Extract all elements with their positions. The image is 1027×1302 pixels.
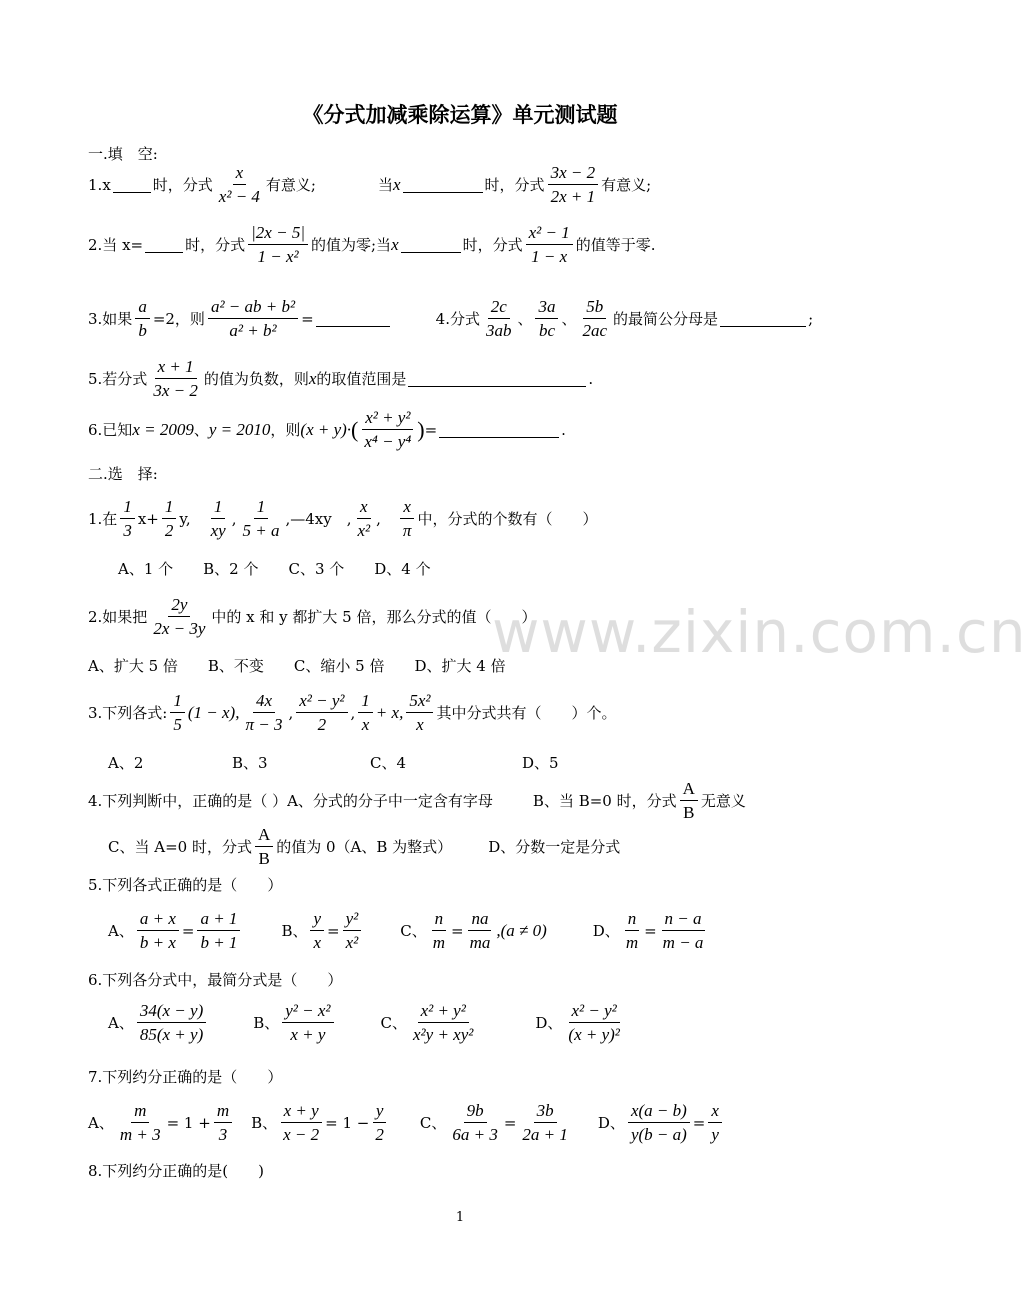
choice-8 — [88, 1160, 264, 1181]
numerator: |2x − 5| — [248, 222, 308, 245]
denominator: 3ab — [485, 321, 512, 341]
section-fill-blank — [88, 143, 158, 164]
text[interactable]: C、 — [400, 922, 427, 941]
text: + x, — [375, 702, 404, 722]
text: 中，分式的个数有（ ） — [417, 510, 598, 529]
answer-blank[interactable] — [408, 370, 586, 387]
fraction — [216, 162, 263, 208]
denominator: 5 — [173, 715, 182, 735]
denominator: 2x + 1 — [550, 187, 596, 207]
numerator: x — [708, 1100, 722, 1123]
text: 2.当 x= — [88, 236, 144, 255]
watermark: www.zixin.com.cn — [492, 598, 1027, 666]
numerator: m — [131, 1100, 149, 1123]
text: 、 — [193, 421, 209, 440]
fraction — [628, 1100, 690, 1146]
fraction — [208, 296, 298, 342]
denominator: 1 − x — [531, 247, 568, 267]
text: = — [692, 1113, 706, 1132]
numerator: x² + y² — [362, 407, 413, 430]
numerator: a + x — [137, 908, 179, 931]
answer-blank[interactable] — [439, 421, 559, 438]
text[interactable]: A、2 — [108, 754, 144, 772]
text: 无意义 — [700, 792, 746, 811]
text[interactable]: C、4 — [370, 754, 407, 772]
page-title: 《分式加减乘除运算》单元测试题 — [302, 103, 618, 127]
fraction — [135, 296, 150, 342]
fraction — [280, 1100, 322, 1146]
numerator: n — [432, 908, 447, 931]
numerator: 1 — [170, 690, 185, 713]
choice-5 — [88, 874, 282, 895]
denominator: 5 + a — [242, 521, 280, 541]
text: = — [181, 921, 195, 940]
text: = — [644, 921, 657, 940]
denominator: 2x − 3y — [153, 619, 206, 639]
numerator: x + y — [281, 1100, 322, 1123]
text: = 1 − — [325, 1113, 370, 1132]
denominator: b — [138, 321, 147, 341]
text: 中的 x 和 y 都扩大 5 倍，那么分式的值（ ） — [211, 608, 537, 627]
numerator: m — [214, 1100, 232, 1123]
fraction — [519, 1100, 570, 1146]
question-2 — [88, 222, 656, 268]
numerator: x(a − b) — [628, 1100, 690, 1123]
fraction — [623, 908, 641, 954]
answer-blank[interactable] — [113, 176, 151, 193]
numerator: a — [135, 296, 150, 319]
text: 的值为零;当 — [311, 236, 392, 255]
numerator: x — [233, 162, 247, 185]
question-3 — [88, 296, 813, 342]
denominator: x — [361, 715, 370, 735]
choice-1 — [88, 496, 597, 542]
choice-7 — [88, 1066, 282, 1087]
fraction — [354, 496, 373, 542]
numerator: x — [400, 496, 414, 519]
text[interactable]: 4.下列判断中，正确的是（ ）A、分式的分子中一定含有字母 — [88, 792, 493, 811]
numerator: a² − ab + b² — [208, 296, 298, 319]
fraction — [150, 594, 208, 640]
fraction — [526, 222, 573, 268]
fraction — [483, 296, 515, 342]
choice-7-options — [88, 1100, 725, 1146]
text: x — [102, 175, 111, 194]
denominator: m + 3 — [119, 1125, 161, 1145]
choice-6-options — [108, 1000, 626, 1046]
choice-1-options — [118, 558, 431, 579]
text[interactable]: A、 — [108, 1014, 134, 1033]
text: 的值为负数，则 — [203, 370, 309, 389]
choice-6 — [88, 969, 342, 990]
numerator: x — [357, 496, 371, 519]
numerator: 5x² — [406, 690, 433, 713]
text: x — [308, 368, 317, 388]
text[interactable]: D、 — [592, 922, 620, 941]
denominator: xy — [210, 521, 226, 541]
numerator: x + 1 — [155, 356, 197, 379]
text: 2.如果把 — [88, 608, 148, 627]
denominator: 1 − x² — [257, 247, 299, 267]
fraction — [708, 1100, 722, 1146]
text[interactable]: A、扩大 5 倍 B、不变 C、缩小 5 倍 D、扩大 4 倍 — [88, 657, 506, 675]
denominator: a² + b² — [229, 321, 277, 341]
text: ，则 — [270, 421, 301, 440]
denominator: x — [416, 715, 424, 735]
denominator: 2 — [317, 715, 327, 735]
text: = — [327, 921, 340, 940]
fraction — [239, 496, 282, 542]
text: ; — [808, 309, 814, 328]
denominator: ma — [469, 933, 491, 953]
text[interactable]: C、 — [419, 1114, 447, 1133]
numerator: a + 1 — [197, 908, 240, 931]
text: 时，分式 — [484, 176, 545, 195]
denominator: m — [432, 933, 446, 953]
denominator: 3 — [123, 521, 132, 541]
numerator: x² − y² — [569, 1000, 620, 1023]
fraction — [565, 1000, 622, 1046]
fraction — [310, 908, 324, 954]
text: = — [503, 1113, 517, 1132]
numerator: n — [625, 908, 640, 931]
text: , — [288, 703, 294, 722]
denominator: x − 2 — [283, 1125, 320, 1145]
text: 其中分式共有（ ）个。 — [436, 704, 617, 723]
numerator: A — [680, 778, 698, 801]
text[interactable]: B、3 — [232, 754, 268, 772]
answer-blank[interactable] — [316, 310, 390, 327]
fraction — [255, 824, 273, 870]
numerator: 1 — [254, 496, 269, 519]
denominator: x² − 4 — [218, 187, 260, 207]
text: . — [561, 420, 566, 439]
text[interactable]: D、 — [535, 1014, 563, 1033]
numerator: 1 — [358, 690, 373, 713]
fraction — [406, 690, 433, 736]
denominator: y(b − a) — [630, 1125, 687, 1145]
numerator: 1 — [162, 496, 177, 519]
numerator: y — [373, 1100, 387, 1123]
text: x = 2009 — [132, 419, 194, 439]
text: 6.已知 — [88, 421, 133, 440]
text: 、 — [517, 310, 533, 329]
numerator: A — [255, 824, 273, 847]
fraction — [449, 1100, 500, 1146]
text: y = 2010 — [208, 419, 271, 439]
choice-2 — [88, 594, 536, 640]
denominator: 3x − 2 — [153, 381, 198, 401]
section-choice — [88, 463, 158, 484]
text: = — [301, 309, 314, 328]
text: 1. — [88, 175, 103, 194]
denominator: 2 — [375, 1125, 384, 1145]
numerator: 1 — [211, 496, 226, 519]
fraction — [170, 690, 185, 736]
fraction — [214, 1100, 232, 1146]
numerator: 5b — [583, 296, 606, 319]
fraction — [580, 296, 611, 342]
text: (1 − x), — [187, 702, 240, 722]
fraction — [242, 690, 285, 736]
text: =2，则 — [152, 310, 205, 329]
fraction — [535, 296, 558, 342]
choice-2-options — [88, 655, 506, 676]
text: 5.若分式 — [88, 370, 148, 389]
fraction — [680, 778, 698, 824]
text: 5.下列各式正确的是（ ） — [88, 876, 283, 894]
text: = — [451, 921, 464, 940]
denominator: m — [625, 933, 639, 953]
text[interactable]: A、 — [88, 1114, 114, 1133]
question-6: 6.已知 x = 2009 、 y = 2010 ，则 (x + y)· ( $\frac{\text{x² + y²}}{\text{x⁴ − y⁴}}$ ) = . — [88, 408, 566, 452]
fraction — [548, 162, 599, 208]
text: 4.分式 — [435, 310, 480, 329]
denominator: π — [402, 521, 412, 541]
text: . — [588, 369, 594, 388]
denominator: 2 — [164, 521, 174, 541]
numerator: 4x — [253, 690, 275, 713]
fraction — [343, 908, 362, 954]
denominator: (x + y)² — [568, 1025, 620, 1045]
choice-4 — [88, 778, 746, 824]
question-1 — [88, 162, 651, 208]
text[interactable]: C、 — [380, 1014, 408, 1033]
text: 3.如果 — [88, 310, 133, 329]
text: = — [424, 420, 438, 439]
fraction — [660, 908, 707, 954]
text: 的取值范围是 — [316, 370, 407, 389]
text[interactable]: C、当 A=0 时，分式 — [108, 838, 252, 857]
text[interactable]: B、 — [251, 1114, 278, 1133]
denominator: m − a — [662, 933, 704, 953]
text: 的最简公分母是 — [613, 310, 719, 329]
text: 8.下列约分正确的是( ) — [88, 1162, 265, 1180]
fraction — [400, 496, 415, 542]
numerator: 34(x − y) — [137, 1000, 206, 1023]
text: 6.下列各分式中，最简分式是（ ） — [88, 971, 343, 989]
numerator: 2y — [168, 594, 190, 617]
fraction — [197, 908, 240, 954]
text: , — [350, 703, 356, 722]
denominator: 85(x + y) — [139, 1025, 204, 1045]
numerator: na — [468, 908, 491, 931]
numerator: 2c — [488, 296, 510, 319]
numerator: y² − x² — [282, 1000, 333, 1023]
text: = 1 + — [166, 1113, 211, 1132]
numerator: x² + y² — [418, 1000, 469, 1023]
text: ,(a ≠ 0) — [496, 920, 547, 940]
numerator: 3x − 2 — [548, 162, 599, 185]
numerator: 1 — [120, 496, 135, 519]
text: 有意义; — [265, 176, 316, 195]
text: 当 — [377, 176, 393, 195]
text: 的值为 0（A、B 为整式） — [276, 838, 453, 857]
denominator: π − 3 — [245, 715, 283, 735]
text[interactable]: A、 — [108, 922, 134, 941]
denominator: 3 — [218, 1125, 228, 1145]
denominator: B — [683, 803, 695, 823]
text: 时，分式 — [152, 176, 213, 195]
denominator: x²y + xy² — [413, 1025, 474, 1045]
text: 有意义; — [601, 176, 652, 195]
numerator: 3b — [534, 1100, 557, 1123]
fraction — [361, 407, 414, 453]
fraction — [137, 1000, 206, 1046]
numerator: 9b — [464, 1100, 487, 1123]
text: x — [391, 234, 399, 254]
choice-4-cont — [108, 824, 620, 870]
fraction — [296, 690, 347, 736]
fraction — [358, 690, 373, 736]
text[interactable]: B、当 B=0 时，分式 — [532, 792, 677, 811]
text: , — [231, 509, 237, 528]
text: 7.下列约分正确的是（ ） — [88, 1068, 283, 1086]
denominator: x — [313, 933, 322, 953]
fraction — [248, 222, 308, 268]
denominator: b + x — [139, 933, 176, 953]
text: (x + y)· — [300, 419, 352, 439]
text[interactable]: B、 — [253, 1014, 280, 1033]
fraction — [120, 496, 135, 542]
numerator: n − a — [662, 908, 705, 931]
fraction — [410, 1000, 476, 1046]
fraction — [467, 908, 494, 954]
text: 时，分式 — [462, 236, 523, 255]
text: 一.填 空: — [88, 145, 158, 163]
denominator: 2a + 1 — [522, 1125, 568, 1145]
denominator: y — [711, 1125, 719, 1145]
answer-blank[interactable] — [720, 310, 806, 327]
denominator: x⁴ − y⁴ — [364, 432, 412, 452]
fraction — [282, 1000, 333, 1046]
text[interactable]: A、1 个 B、2 个 C、3 个 D、4 个 — [118, 560, 431, 578]
denominator: bc — [538, 321, 555, 341]
fraction — [137, 908, 179, 954]
question-5 — [88, 356, 593, 402]
text: ,—4xy , — [285, 510, 352, 529]
text: 、 — [561, 310, 577, 329]
answer-blank[interactable] — [403, 176, 483, 193]
choice-3-options — [108, 752, 559, 773]
text: y, — [179, 509, 191, 528]
text[interactable]: D、分数一定是分式 — [488, 838, 621, 857]
denominator: x² — [357, 521, 371, 541]
denominator: x + y — [290, 1025, 326, 1045]
text: 3.下列各式: — [88, 704, 168, 723]
numerator: y — [310, 908, 324, 931]
denominator: x² — [345, 933, 359, 953]
text: 时，分式 — [185, 236, 246, 255]
numerator: 3a — [535, 296, 558, 319]
text[interactable]: D、 — [597, 1114, 625, 1133]
text[interactable]: D、5 — [522, 754, 559, 772]
text: 二.选 择: — [88, 465, 158, 483]
denominator: B — [258, 849, 270, 869]
numerator: x² − y² — [296, 690, 347, 713]
fraction — [150, 356, 201, 402]
text: , — [376, 509, 381, 528]
answer-blank[interactable] — [145, 236, 183, 253]
fraction — [430, 908, 448, 954]
text: 1.在 — [88, 510, 118, 529]
denominator: b + 1 — [200, 933, 238, 953]
numerator: x² − 1 — [526, 222, 573, 245]
text: x — [393, 174, 401, 194]
page-number: 1 — [455, 1210, 465, 1225]
fraction — [372, 1100, 387, 1146]
choice-5-options — [108, 908, 709, 954]
denominator: 6a + 3 — [452, 1125, 498, 1145]
text[interactable]: B、 — [281, 922, 308, 941]
denominator: 2ac — [582, 321, 608, 341]
answer-blank[interactable] — [401, 236, 461, 253]
text: 的值等于零. — [575, 236, 656, 255]
fraction — [162, 496, 177, 542]
text: x+ — [137, 509, 159, 528]
numerator: y² — [343, 908, 362, 931]
fraction — [208, 496, 229, 542]
choice-3 — [88, 690, 617, 736]
fraction — [117, 1100, 164, 1146]
